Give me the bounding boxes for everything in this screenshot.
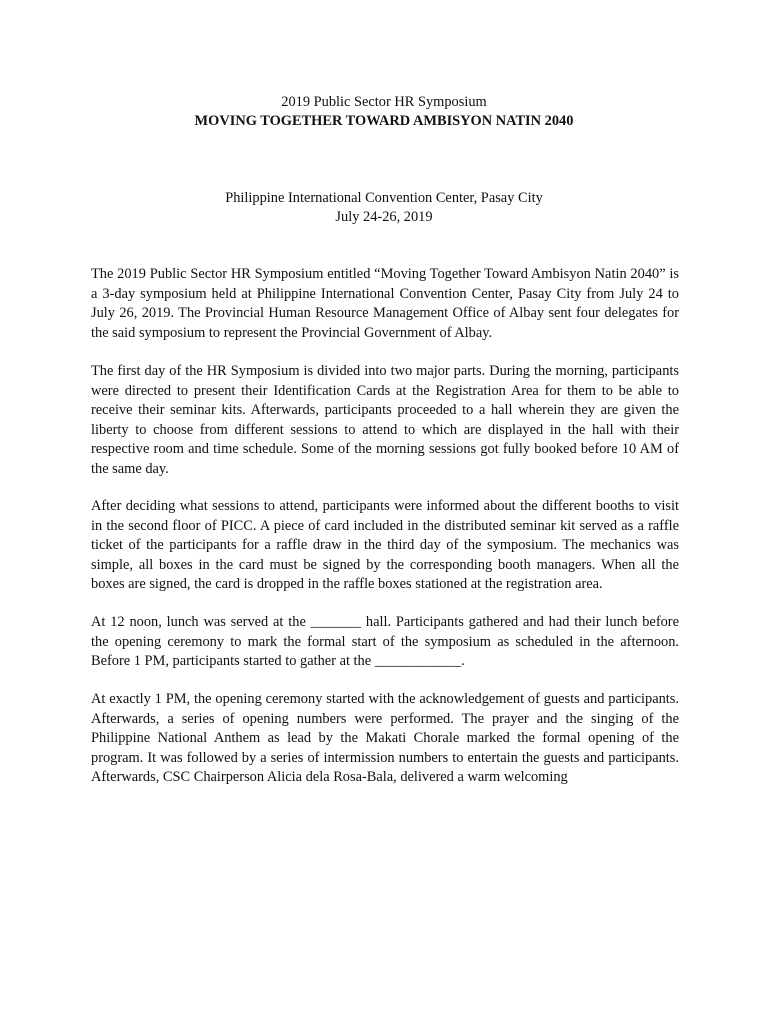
venue-line: Philippine International Convention Center, Pasay City [225, 190, 543, 206]
paragraph-5: At exactly 1 PM, the opening ceremony started with the acknowledgement of guests and participants. Afterwards, a series of opening numbers were performed. The prayer and the singing of the Philippine National Anthem as lead by the Makati Chorale marked the formal opening of the program. It was followed by a series of intermission numbers to entertain the guests and participants. Afterwards, CSC Chairperson Alicia dela Rosa-Bala, delivered a warm welcoming [91, 691, 679, 786]
symposium-theme: MOVING TOGETHER TOWARD AMBISYON NATIN 2040 [194, 113, 574, 129]
paragraph-2: The first day of the HR Symposium is divided into two major parts. During the morning, participants were directed to present their Identification Cards at the Registration Area for them to be able to receive their seminar kits. Afterwards, participants proceeded to a hall wherein they are given the liberty to choose from different sessions to attend to which are displayed in the hall with their respective room and time schedule. Some of the morning sessions got fully booked before 10 AM of the same day. [91, 363, 679, 477]
paragraph-4: At 12 noon, lunch was served at the _______ hall. Participants gathered and had their lunch before the opening ceremony to mark the formal start of the symposium as scheduled in the afternoon. Before 1 PM, participants started to gather at the ____________. [91, 614, 679, 670]
paragraph-3: After deciding what sessions to attend, participants were informed about the different booths to visit in the second floor of PICC. A piece of card included in the distributed seminar kit served as a raffle ticket of the participants for a raffle draw in the third day of the symposium. The mechanics was simple, all boxes in the card must be signed by the corresponding booth managers. When all the boxes are signed, the card is dropped in the raffle boxes stationed at the registration area. [91, 498, 679, 593]
date-line: July 24-26, 2019 [335, 209, 433, 225]
event-title: 2019 Public Sector HR Symposium [281, 94, 487, 110]
paragraph-1: The 2019 Public Sector HR Symposium entitled “Moving Together Toward Ambisyon Natin 2040” is a 3-day symposium held at Philippine International Convention Center, Pasay City from July 24 to July 26, 2019. The Provincial Human Resource Management Office of Albay sent four delegates for the said symposium to represent the Provincial Government of Albay. [91, 266, 679, 341]
